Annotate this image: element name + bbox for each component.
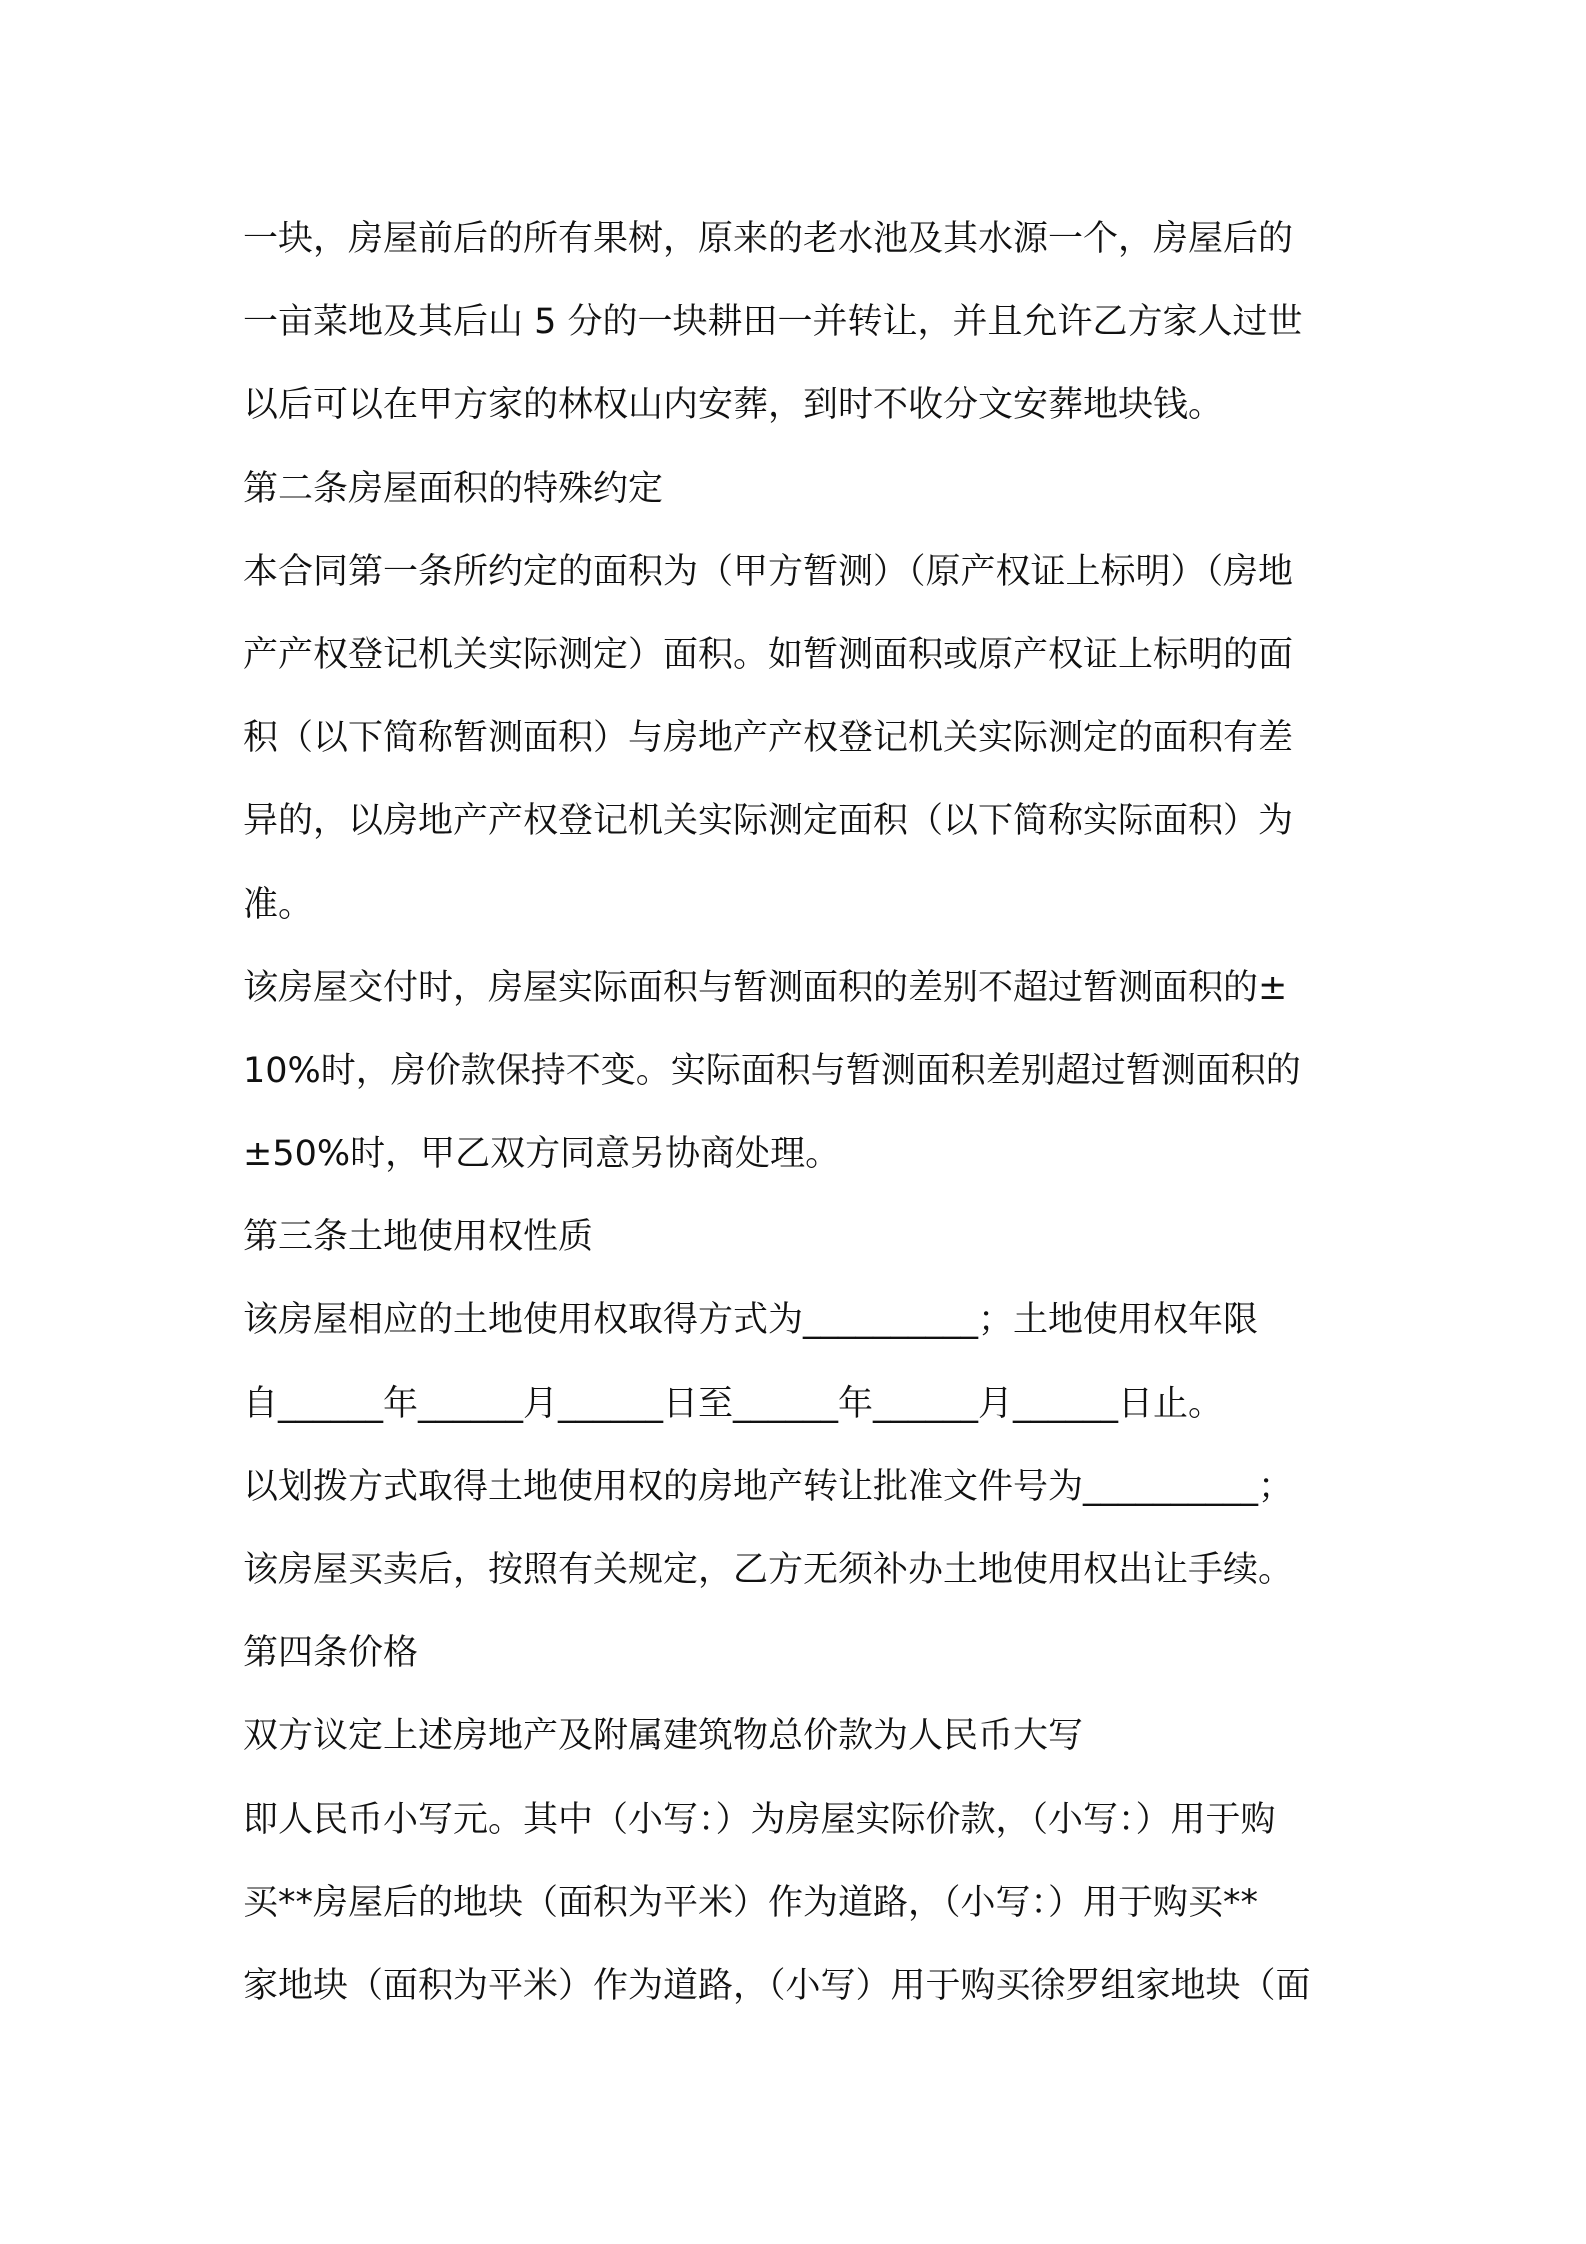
paragraph-line: 买**房屋后的地块（面积为平米）作为道路，（小写：）用于购买** xyxy=(243,1882,1259,1923)
paragraph-line: 该房屋相应的土地使用权取得方式为__________；土地使用权年限 xyxy=(243,1300,1259,1341)
paragraph-line: 家地块（面积为平米）作为道路，（小写）用于购买徐罗组家地块（面 xyxy=(243,1965,1311,2006)
paragraph-line: 准。 xyxy=(243,884,314,925)
paragraph-line: 以划拨方式取得土地使用权的房地产转让批准文件号为__________； xyxy=(243,1466,1294,1507)
paragraph-line: 异的，以房地产产权登记机关实际测定面积（以下简称实际面积）为 xyxy=(243,801,1294,842)
paragraph-line: 双方议定上述房地产及附属建筑物总价款为人民币大写 xyxy=(243,1716,1084,1757)
paragraph-line: 一亩菜地及其后山 5 分的一块耕田一并转让，并且允许乙方家人过世 xyxy=(243,302,1303,343)
paragraph-line: 该房屋买卖后，按照有关规定，乙方无须补办土地使用权出让手续。 xyxy=(243,1550,1294,1590)
paragraph-line: 本合同第一条所约定的面积为（甲方暂测）（原产权证上标明）（房地 xyxy=(243,551,1294,592)
section-heading-2: 第二条房屋面积的特殊约定 xyxy=(243,468,664,509)
document-body xyxy=(243,198,1363,2028)
paragraph-line: 以后可以在甲方家的林权山内安葬，到时不收分文安葬地块钱。 xyxy=(243,385,1224,426)
paragraph-line: 10%时，房价款保持不变。实际面积与暂测面积差别超过暂测面积的 xyxy=(243,1050,1301,1091)
paragraph-line: 即人民币小写元。其中（小写：）为房屋实际价款，（小写：）用于购 xyxy=(243,1799,1276,1840)
section-heading-4: 第四条价格 xyxy=(243,1633,419,1674)
paragraph-line: 该房屋交付时，房屋实际面积与暂测面积的差别不超过暂测面积的± xyxy=(243,967,1288,1008)
paragraph-line: 产产权登记机关实际测定）面积。如暂测面积或原产权证上标明的面 xyxy=(243,634,1294,675)
paragraph-line: 自______年______月______日至______年______月______日止。 xyxy=(243,1383,1224,1424)
paragraph-line: 积（以下简称暂测面积）与房地产产权登记机关实际测定的面积有差 xyxy=(243,718,1294,759)
paragraph-line: ±50%时，甲乙双方同意另协商处理。 xyxy=(243,1134,841,1175)
paragraph-line: 一块，房屋前后的所有果树，原来的老水池及其水源一个，房屋后的 xyxy=(243,219,1294,259)
section-heading-3: 第三条土地使用权性质 xyxy=(243,1217,594,1258)
